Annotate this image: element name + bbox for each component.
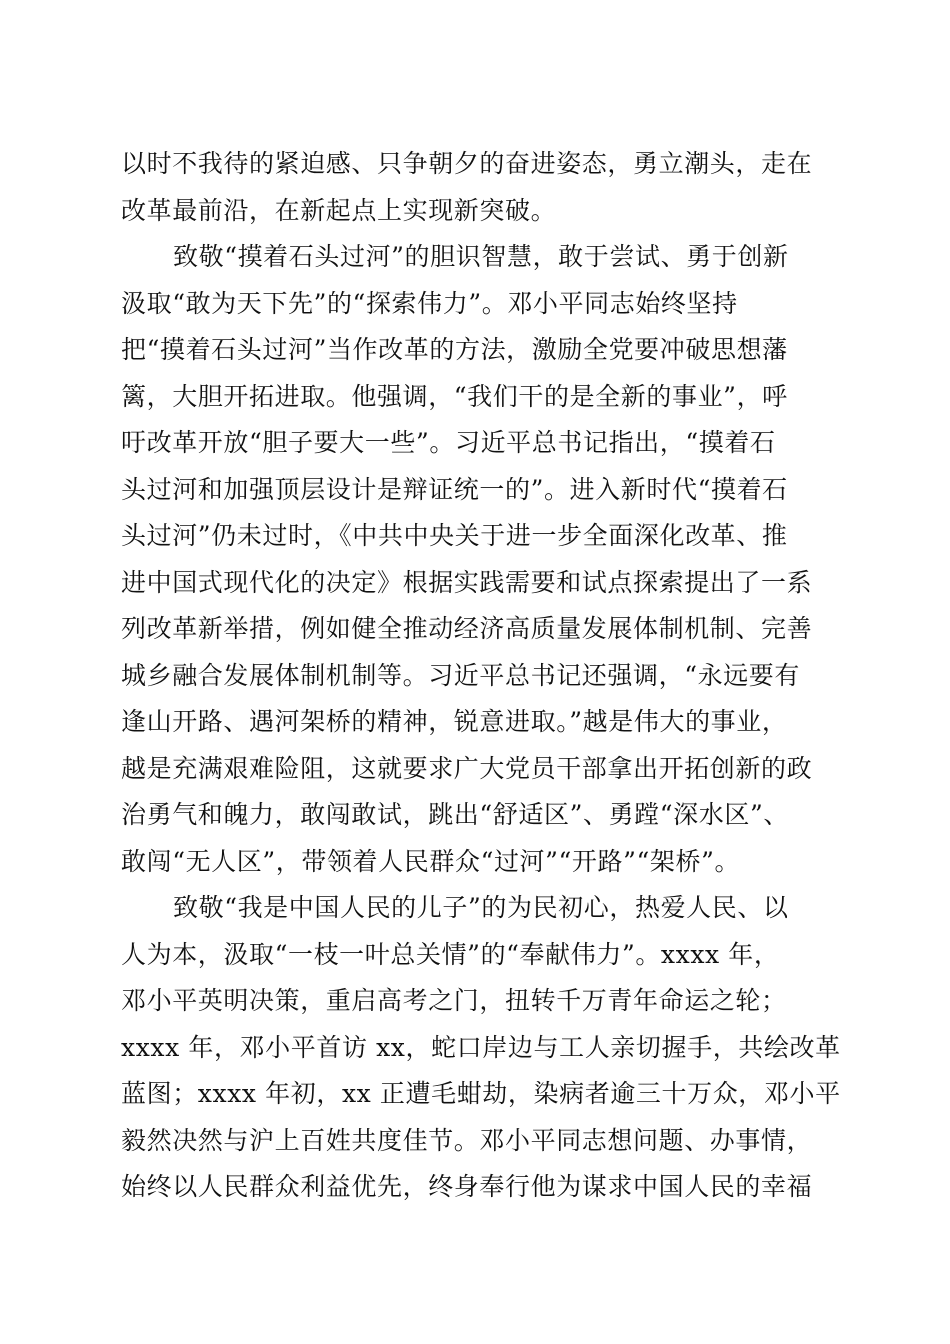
text-line: 进中国式现代化的决定》根据实践需要和试点探索提出了一系: [121, 567, 813, 597]
document-body: [121, 141, 841, 1211]
text-line: 头过河”仍未过时，《中共中央关于进一步全面深化改革、推: [121, 521, 788, 550]
text-line: 吁改革开放“胆子要大一些”。习近平总书记指出，“摸着石: [121, 428, 776, 457]
text-line: 毅然决然与沪上百姓共度佳节。邓小平同志想问题、办事情，: [121, 1125, 813, 1155]
text-line: 始终以人民群众利益优先，终身奉行他为谋求中国人民的幸福: [121, 1172, 813, 1201]
text-line: 城乡融合发展体制机制等。习近平总书记还强调，“永远要有: [121, 660, 800, 690]
text-line: 致敬“摸着石头过河”的胆识智慧，敢于尝试、勇于创新: [173, 242, 789, 271]
text-line: 蓝图；xxxx 年初，xx 正遭毛蚶劫，染病者逾三十万众，邓小平: [121, 1079, 841, 1108]
text-line: 致敬“我是中国人民的儿子”的为民初心，热爱人民、以: [173, 893, 789, 922]
text-line: 把“摸着石头过河”当作改革的方法，激励全党要冲破思想藩: [121, 335, 788, 364]
text-line: 头过河和加强顶层设计是辩证统一的”。进入新时代“摸着石: [121, 474, 788, 504]
text-line: 逢山开路、遇河架桥的精神，锐意进取。”越是伟大的事业，: [121, 707, 788, 736]
text-line: xxxx 年，邓小平首访 xx，蛇口岸边与工人亲切握手，共绘改革: [121, 1032, 841, 1062]
text-line: 篱，大胆开拓进取。他强调，“我们干的是全新的事业”，呼: [121, 381, 788, 411]
text-line: 敢闯“无人区”，带领着人民群众“过河”“开路”“架桥”。: [121, 846, 741, 876]
text-line: 邓小平英明决策，重启高考之门，扭转千万青年命运之轮；: [121, 986, 787, 1015]
text-line: 越是充满艰难险阻，这就要求广大党员干部拿出开拓创新的政: [121, 753, 813, 783]
text-line: 列改革新举措，例如健全推动经济高质量发展体制机制、完善: [121, 614, 813, 643]
text-line: 以时不我待的紧迫感、只争朝夕的奋进姿态，勇立潮头，走在: [121, 149, 813, 178]
text-line: 治勇气和魄力，敢闯敢试，跳出“舒适区”、勇蹚“深水区”、: [121, 800, 789, 829]
text-line: 改革最前沿，在新起点上实现新突破。: [121, 195, 557, 225]
text-line: 人为本，汲取“一枝一叶总关情”的“奉献伟力”。xxxx 年，: [121, 939, 780, 969]
text-line: 汲取“敢为天下先”的“探索伟力”。邓小平同志始终坚持: [121, 288, 738, 318]
